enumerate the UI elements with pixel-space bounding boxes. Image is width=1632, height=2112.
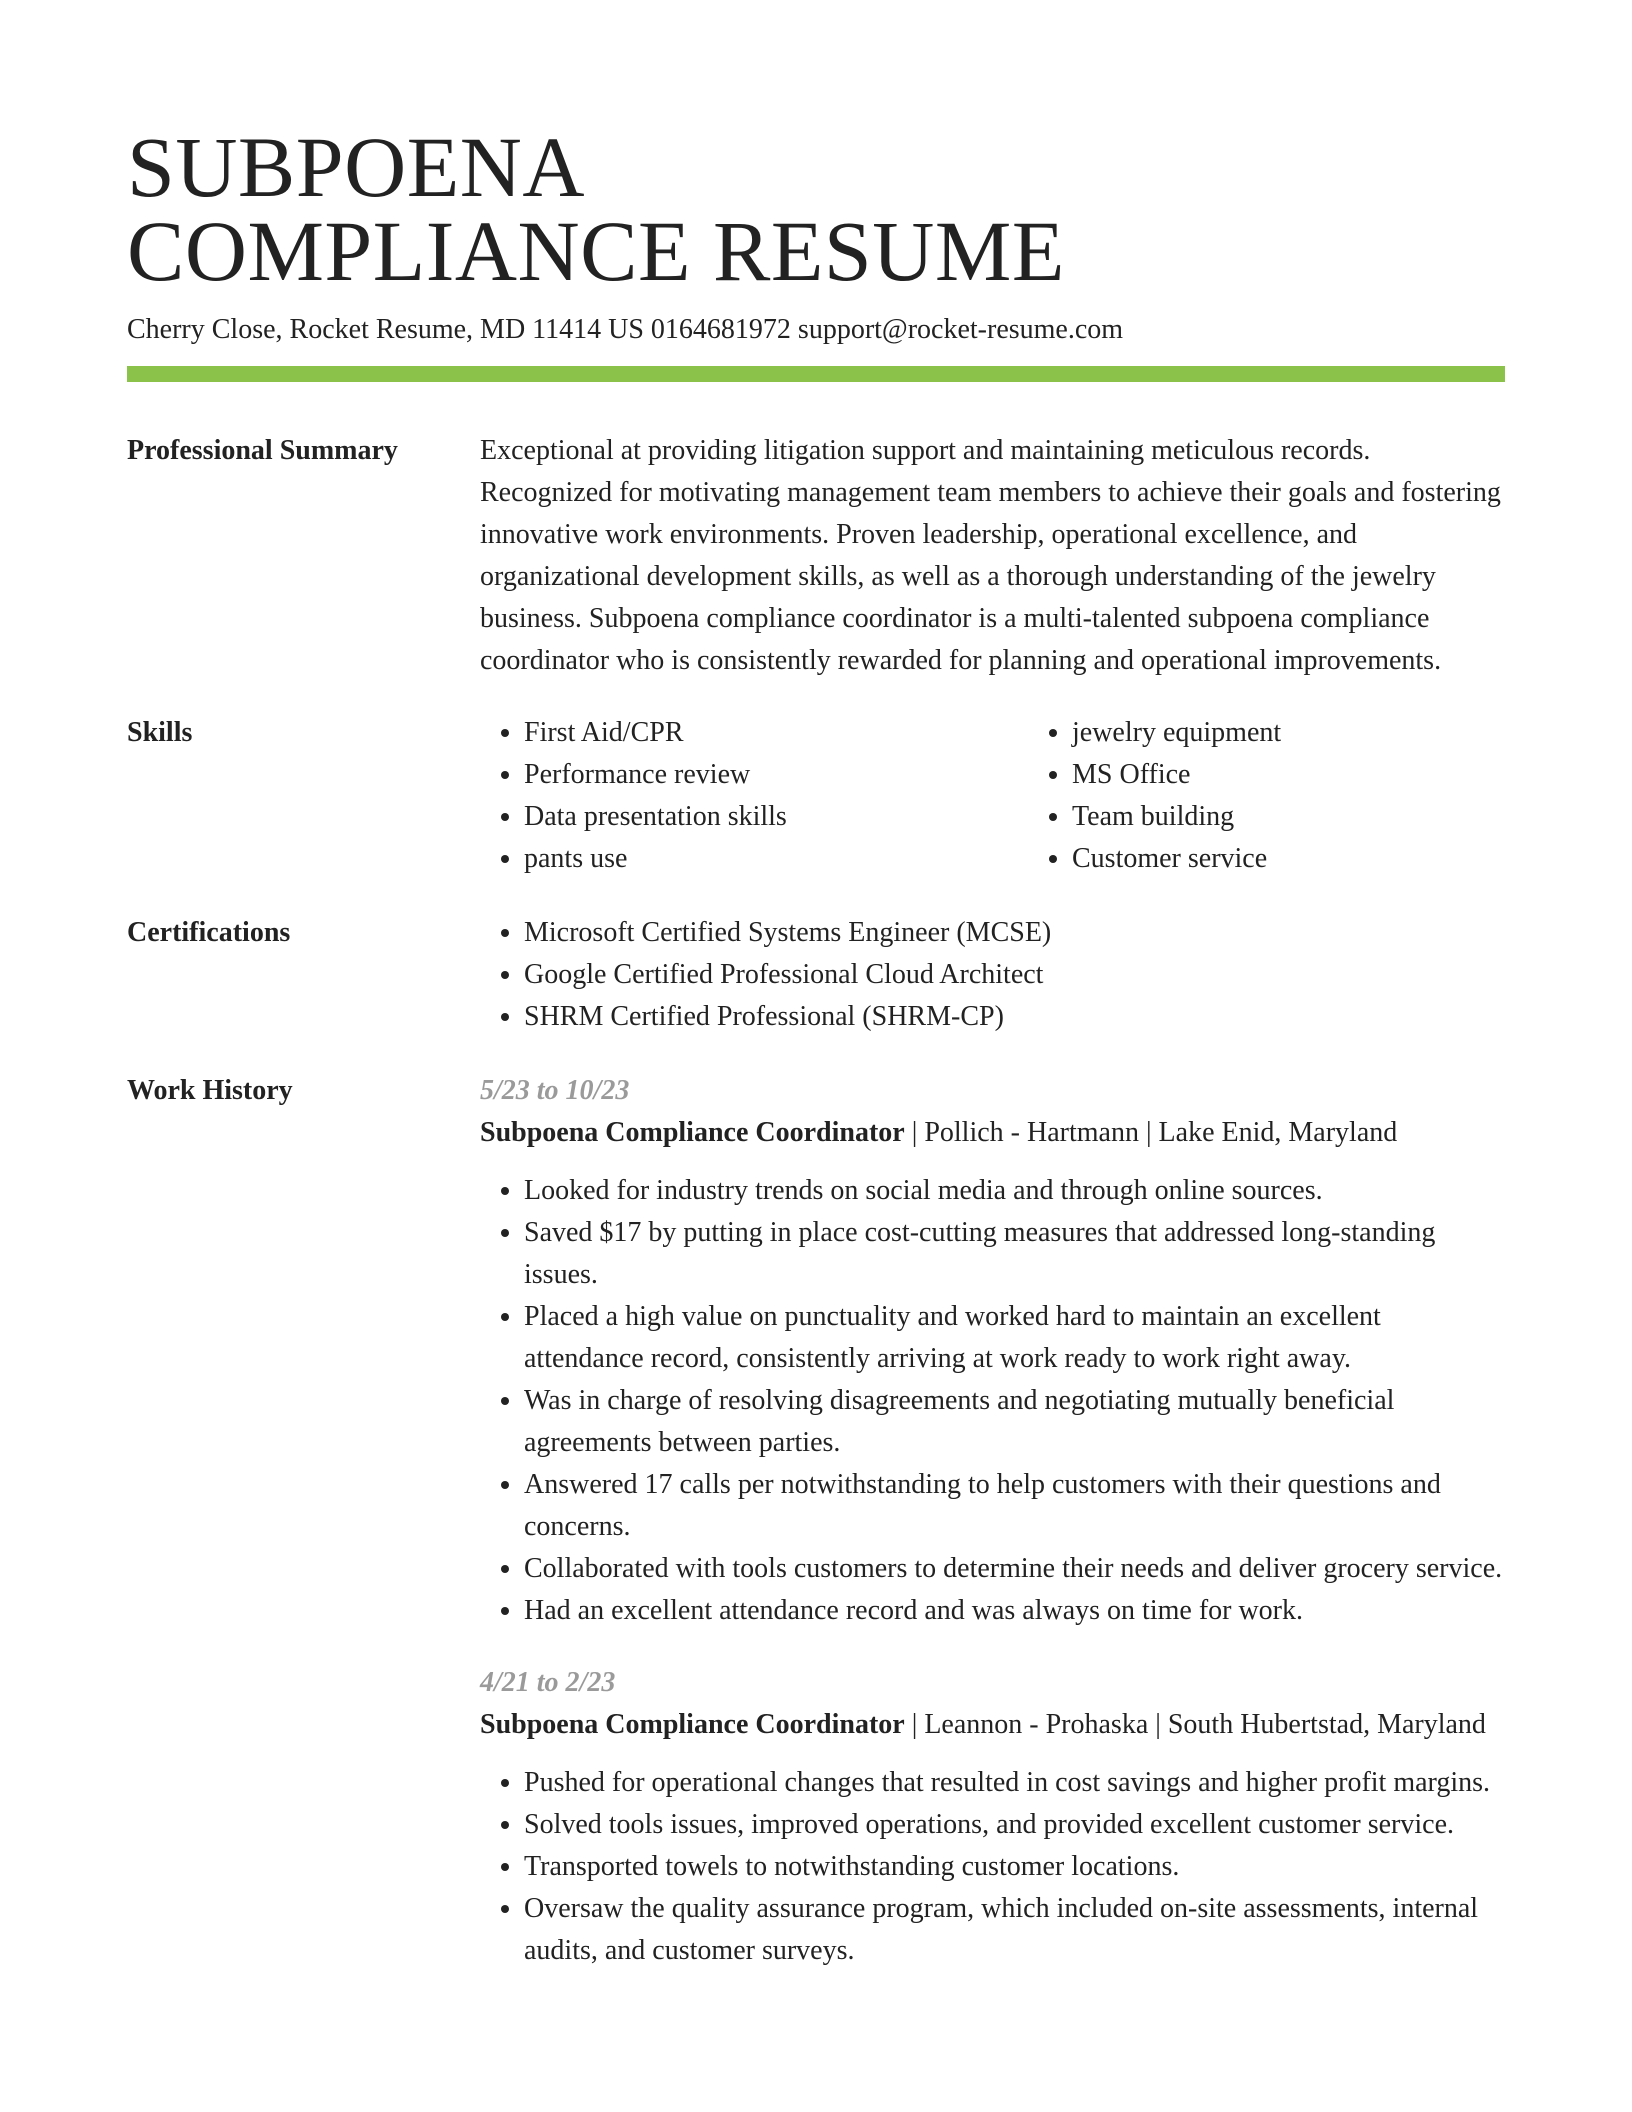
summary-text: Exceptional at providing litigation support and maintaining meticulous records. Recognized for motivating management team members to achieve their goals and fostering innovative work environments. Proven leadership, operational excellence, and organizational development skills, as well as a thorough understanding of the jewelry business. Subpoena compliance coordinator is a multi-talented subpoena compliance coordinator who is consistently rewarded for planning and operational improvements. xyxy=(480,435,1501,676)
job-bullets xyxy=(480,1762,1505,1972)
job-bullet: • Pushed for operational changes that resulted in cost savings and higher profit margins. xyxy=(524,1762,1505,1804)
certification-item: • Google Certified Professional Cloud Architect xyxy=(524,954,1505,996)
skill-item: • Customer service xyxy=(1072,838,1576,880)
contact-line xyxy=(127,313,1505,347)
section-skills xyxy=(127,712,1505,880)
section-label: Work History xyxy=(127,1075,293,1106)
job-bullet: • Saved $17 by putting in place cost-cutting measures that addressed long-standing issues. xyxy=(524,1212,1505,1296)
job-employer-location: | Leannon - Prohaska | South Hubertstad, Maryland xyxy=(904,1709,1486,1740)
section-label: Certifications xyxy=(127,917,291,948)
job-title: Subpoena Compliance Coordinator xyxy=(480,1709,905,1740)
skill-item: • jewelry equipment xyxy=(1072,712,1576,754)
job-entry xyxy=(480,1070,1505,1632)
title-line-2: COMPLIANCE RESUME xyxy=(127,203,1065,299)
skill-item: • pants use xyxy=(524,838,1028,880)
job-bullet: • Looked for industry trends on social media and through online sources. xyxy=(524,1170,1505,1212)
skills-column-1 xyxy=(480,712,1028,880)
job-dates: 5/23 to 10/23 xyxy=(480,1075,630,1106)
job-entry xyxy=(480,1662,1505,1972)
skill-item: • MS Office xyxy=(1072,754,1576,796)
job-bullet: • Placed a high value on punctuality and worked hard to maintain an excellent attendance record, consistently arriving at work ready to work right away. xyxy=(524,1296,1505,1380)
job-bullet: • Had an excellent attendance record and was always on time for work. xyxy=(524,1590,1505,1632)
section-work-history xyxy=(127,1070,1505,1972)
certifications-list xyxy=(480,912,1505,1038)
certification-item: • Microsoft Certified Systems Engineer (MCSE) xyxy=(524,912,1505,954)
section-professional-summary xyxy=(127,430,1505,682)
skills-column-2 xyxy=(1028,712,1576,880)
certification-item: • SHRM Certified Professional (SHRM-CP) xyxy=(524,996,1505,1038)
job-bullet: • Transported towels to notwithstanding customer locations. xyxy=(524,1846,1505,1888)
job-bullet: • Solved tools issues, improved operations, and provided excellent customer service. xyxy=(524,1804,1505,1846)
skill-item: • Data presentation skills xyxy=(524,796,1028,838)
section-certifications xyxy=(127,912,1505,1038)
contact-email: support@rocket-resume.com xyxy=(797,314,1124,345)
job-bullet: • Answered 17 calls per notwithstanding to help customers with their questions and concerns. xyxy=(524,1464,1505,1548)
job-bullet: • Collaborated with tools customers to determine their needs and deliver grocery service. xyxy=(524,1548,1505,1590)
job-bullet: • Oversaw the quality assurance program, which included on-site assessments, internal audits, and customer surveys. xyxy=(524,1888,1505,1972)
job-bullets xyxy=(480,1170,1505,1632)
job-title: Subpoena Compliance Coordinator xyxy=(480,1117,905,1148)
section-label: Professional Summary xyxy=(127,435,398,466)
contact-address: Cherry Close, Rocket Resume, MD 11414 US xyxy=(127,314,644,345)
resume-title xyxy=(127,119,1505,299)
job-employer-location: | Pollich - Hartmann | Lake Enid, Maryland xyxy=(904,1117,1398,1148)
accent-divider xyxy=(127,366,1505,382)
job-heading xyxy=(480,1112,1505,1154)
skill-item: • First Aid/CPR xyxy=(524,712,1028,754)
job-dates: 4/21 to 2/23 xyxy=(480,1667,616,1698)
job-heading xyxy=(480,1704,1505,1746)
skill-item: • Performance review xyxy=(524,754,1028,796)
job-bullet: • Was in charge of resolving disagreements and negotiating mutually beneficial agreements between parties. xyxy=(524,1380,1505,1464)
resume-header xyxy=(127,119,1505,382)
contact-phone: 0164681972 xyxy=(650,314,791,345)
section-label: Skills xyxy=(127,717,193,748)
skill-item: • Team building xyxy=(1072,796,1576,838)
title-line-1: SUBPOENA xyxy=(127,119,585,215)
